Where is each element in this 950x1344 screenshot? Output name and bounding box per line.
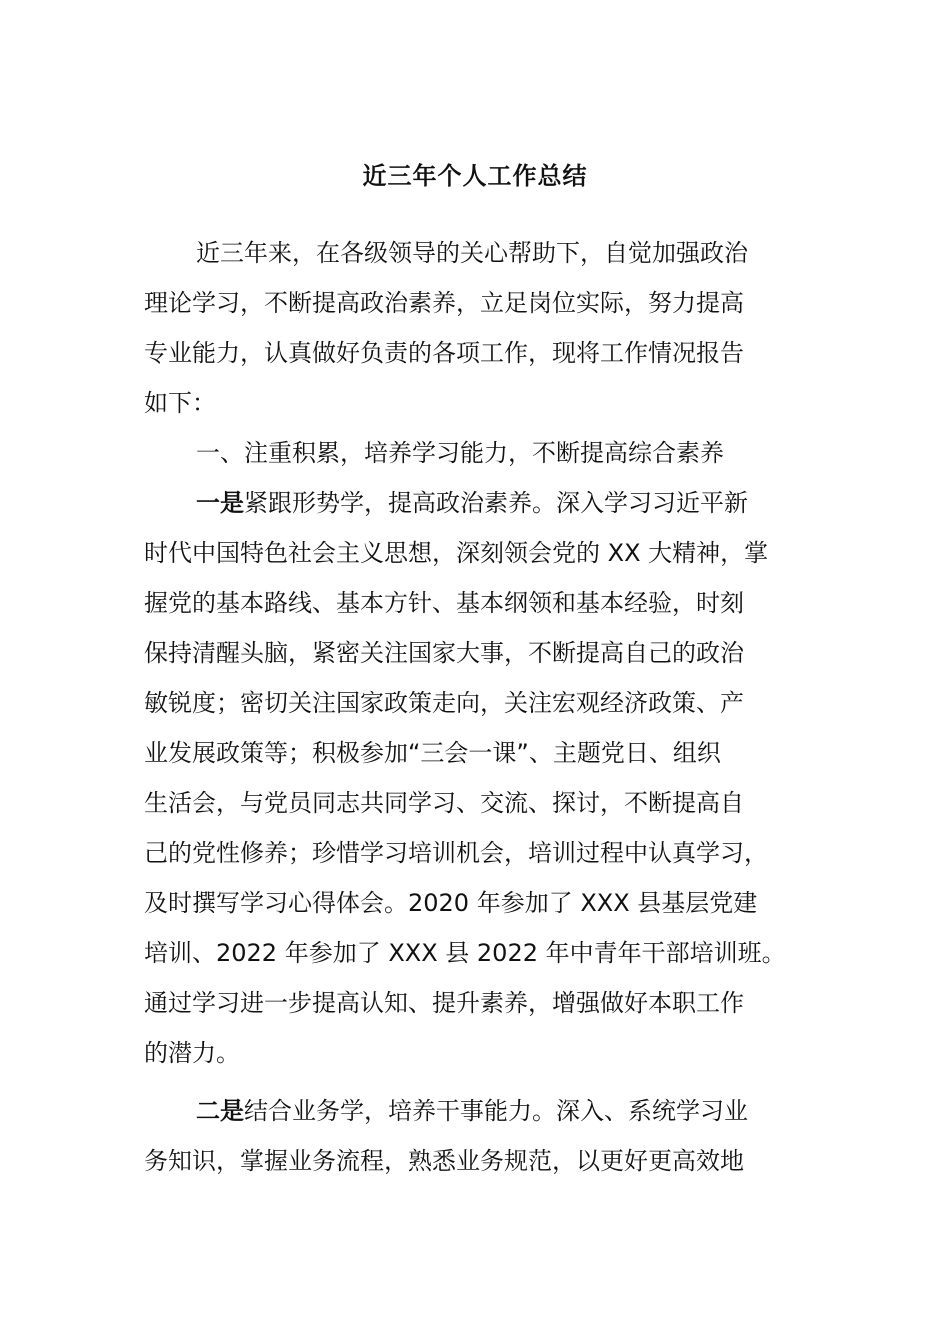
intro-line: 理论学习，不断提高政治素养，立足岗位实际，努力提高 — [144, 289, 744, 317]
item1-line: 握党的基本路线、基本方针、基本纲领和基本经验，时刻 — [144, 589, 744, 617]
item1-line: 培训、2022 年参加了 XXX 县 2022 年中青年干部培训班。 — [144, 939, 786, 967]
intro-line: 如下： — [144, 389, 216, 417]
item1-line: 业发展政策等；积极参加“三会一课”、主题党日、组织 — [144, 739, 721, 767]
item1-line: 时代中国特色社会主义思想，深刻领会党的 XX 大精神，掌 — [144, 539, 769, 567]
item1-line: 己的党性修养；珍惜学习培训机会，培训过程中认真学习， — [144, 839, 768, 867]
document-title: 近三年个人工作总结 — [362, 162, 588, 190]
item1-line: 的潜力。 — [144, 1039, 240, 1067]
item1-first-line-text: 紧跟形势学，提高政治素养。深入学习习近平新 — [244, 489, 748, 517]
item2-first-line — [144, 1086, 814, 1136]
item2-lead: 二是 — [196, 1097, 244, 1125]
intro-line: 近三年来，在各级领导的关心帮助下，自觉加强政治 — [196, 239, 748, 267]
item1-first-line — [144, 478, 814, 528]
item1-line: 敏锐度；密切关注国家政策走向，关注宏观经济政策、产 — [144, 689, 744, 717]
document-body — [144, 228, 814, 1186]
section-heading: 一、注重积累，培养学习能力，不断提高综合素养 — [196, 439, 724, 467]
item1-line: 通过学习进一步提高认知、提升素养，增强做好本职工作 — [144, 989, 744, 1017]
item1-line: 保持清醒头脑，紧密关注国家大事，不断提高自己的政治 — [144, 639, 744, 667]
item2-first-line-text: 结合业务学，培养干事能力。深入、系统学习业 — [244, 1097, 748, 1125]
item2-line: 务知识，掌握业务流程，熟悉业务规范，以更好更高效地 — [144, 1147, 744, 1175]
intro-line: 专业能力，认真做好负责的各项工作，现将工作情况报告 — [144, 339, 744, 367]
item1-lead: 一是 — [196, 489, 244, 517]
paragraph-gap — [144, 1078, 814, 1086]
item1-line: 及时撰写学习心得体会。2020 年参加了 XXX 县基层党建 — [144, 889, 758, 917]
item1-line: 生活会，与党员同志共同学习、交流、探讨，不断提高自 — [144, 789, 744, 817]
